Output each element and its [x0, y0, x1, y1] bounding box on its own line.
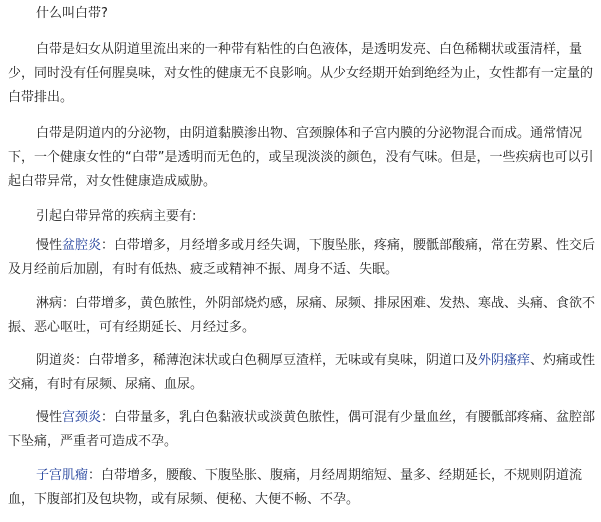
disease-vaginitis: 阴道炎：白带增多，稀薄泡沫状或白色稠厚豆渣样，无味或有臭味，阴道口及外阴瘙痒、灼痛或性交痛，有时有尿频、尿痛、血尿。	[8, 353, 596, 392]
cervicitis-link[interactable]: 宫颈炎	[62, 410, 102, 425]
disease-gonorrhea: 淋病：白带增多，黄色脓性，外阴部烧灼感，尿痛、尿频、排尿困难、发热、寒战、头痛、食欲不振、恶心呕吐，可有经期延长、月经过多。	[8, 296, 596, 335]
paragraph-composition: 白带是阴道内的分泌物，由阴道黏膜渗出物、宫颈腺体和子宫内膜的分泌物混合而成。通常情况下，一个健康女性的“白带”是透明而无色的，或呈现淡淡的颜色，没有气味。但是，一些疾病也可以引起白带异常，对女性健康造成威胁。	[8, 126, 594, 189]
disease-cervicitis: 慢性宫颈炎：白带量多，乳白色黏液状或淡黄色脓性，偶可混有少量血丝，有腰骶部疼痛、盆腔部下坠痛，严重者可造成不孕。	[8, 410, 596, 449]
disease-pelvic-inflammation: 慢性盆腔炎：白带增多，月经增多或月经失调，下腹坠胀，疼痛，腰骶部酸痛，常在劳累、性交后及月经前后加剧，有时有低热、疲乏或精神不振、周身不适、失眠。	[8, 238, 596, 277]
uterine-fibroids-link[interactable]: 子宫肌瘤	[36, 468, 89, 483]
paragraph-causes-intro: 引起白带异常的疾病主要有:	[36, 209, 197, 224]
article-title: 什么叫白带?	[36, 6, 108, 21]
pelvic-inflammation-link[interactable]: 盆腔炎	[62, 238, 102, 253]
vulvar-itching-link[interactable]: 外阴瘙痒	[478, 353, 531, 368]
paragraph-definition: 白带是妇女从阴道里流出来的一种带有粘性的白色液体，是透明发亮、白色稀糊状或蛋清样，量少，同时没有任何腥臭味，对女性的健康无不良影响。从少女经期开始到绝经为止，女性都有一定量的白带排出。	[8, 42, 594, 105]
disease-uterine-fibroids: 子宫肌瘤：白带增多，腰酸、下腹坠胀、腹痛，月经周期缩短、量多、经期延长，不规则阴道流血，下腹部扪及包块物，或有尿频、便秘、大便不畅、不孕。	[8, 468, 583, 507]
